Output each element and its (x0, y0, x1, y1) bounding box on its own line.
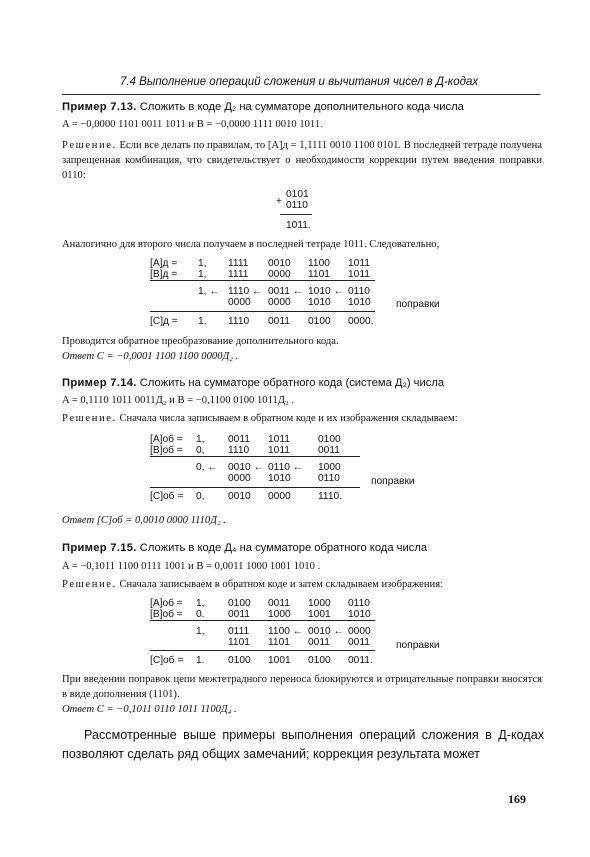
table-cell: 0011 (228, 609, 250, 620)
example-text: Сложить в коде Д₂ на сумматоре дополнительного кода числа (139, 101, 464, 113)
example-7-13-answer: Ответ C = −0,0001 1100 1100 0000Д₂ . (62, 351, 239, 362)
table-cell: 1101 (228, 637, 250, 648)
example-7-13-note: Проводится обратное преобразование дополнительного кода. (62, 336, 339, 347)
table-row-label: [A]об = (150, 434, 183, 445)
table-cell: 1100 ← (268, 626, 303, 637)
table-cell: 1111 (228, 258, 249, 269)
table-cell: 0010 ← (308, 626, 344, 637)
table-cell: 0100 (228, 598, 251, 609)
example-title: Пример 7.15. (62, 542, 137, 554)
table-cell: 1010 (348, 609, 371, 620)
example-7-15-statement (62, 541, 542, 556)
table-cell: 1, (196, 626, 205, 637)
table-cell: 1110. (318, 491, 342, 502)
table-row-label: [A]д = (150, 258, 178, 269)
table-rule (150, 280, 375, 281)
table-cell: 1, (196, 598, 205, 609)
table-cell: 0011. (348, 655, 373, 666)
table-cell: 0110 (318, 473, 340, 484)
table-cell: 1, (196, 434, 205, 445)
corrections-label: поправки (396, 640, 440, 651)
example-7-13-statement (62, 100, 542, 115)
closing-paragraph: Рассмотренные выше примеры выполнения операций сложения в Д-кодах позволяют сделать ряд общих замечаний; коррекция результата может (62, 728, 544, 761)
table-cell: 1000 (268, 609, 291, 620)
table-row-label: [B]об = (150, 445, 183, 456)
table-row-label: [C]об = (150, 491, 184, 502)
example-7-14-answer: Ответ [C]об = 0,0010 0000 1110Д₂ . (62, 515, 226, 526)
table-cell: 0110 ← (268, 462, 303, 473)
table-cell: 1010 (308, 297, 331, 308)
table-cell: 0010 (268, 258, 291, 269)
table-cell: 1100 (308, 258, 330, 269)
table-rule (150, 456, 360, 457)
table-cell: 0, (196, 491, 205, 502)
table-cell: 0011 (228, 434, 250, 445)
table-cell: 1011 (348, 269, 370, 280)
table-cell: 0111 (228, 626, 250, 637)
table-cell: 1110 (228, 316, 250, 327)
table-cell: 0. (196, 609, 205, 620)
table-cell: 0000 (268, 491, 291, 502)
table-cell: 1101 (308, 269, 330, 280)
table-cell: 1101 (268, 637, 290, 648)
solution-text: Сначала записываем в обратном коде и затем складываем изображения: (119, 579, 444, 590)
table-cell: 1. (198, 316, 207, 327)
table-cell: 0000 (228, 297, 251, 308)
solution-label: Решение. (62, 579, 117, 590)
table-cell: 0100 (308, 316, 331, 327)
example-7-15-answer: Ответ C = −0,1011 0110 1011 1100Д₄ . (62, 704, 237, 715)
table-cell: 1010 ← (308, 286, 344, 297)
example-7-13-solution (62, 138, 542, 183)
table-cell: 0000 (228, 473, 251, 484)
table-cell: 0100 (308, 655, 331, 666)
table-cell: 0011 (268, 316, 290, 327)
table-cell: 0000 (268, 297, 291, 308)
table-cell: 0000. (348, 316, 374, 327)
example-text: Сложить на сумматоре обратного кода (система Д₂) числа (139, 377, 445, 389)
table-row-label: [B]д = (150, 269, 178, 280)
running-header: 7.4 Выполнение операций сложения и вычитания чисел в Д-кодах (120, 76, 479, 88)
page-number: 169 (508, 792, 526, 806)
table-cell: 1110 ← (228, 286, 263, 297)
table-rule (150, 650, 375, 651)
table-row-label: [C]об = (150, 655, 184, 666)
table-cell: 0011 (348, 637, 370, 648)
small-calc-rule (280, 214, 312, 215)
table-cell: 0010 ← (228, 462, 264, 473)
solution-text: Если все делать по правилам, то [A]д = 1,1111 0010 1100 0101. В последней тетраде получена запрещенная комбинация, что свидетельствует о необходимости коррекции путем введения поправки 0110: (62, 140, 543, 181)
table-cell: 1010 (268, 473, 291, 484)
table-cell: 0011 (268, 598, 290, 609)
example-text: Сложить в коде Д₄ на сумматоре обратного кода числа (139, 542, 428, 554)
solution-label: Решение. (62, 413, 117, 424)
table-cell: 0000 (348, 626, 371, 637)
solution-text: Сначала числа записываем в обратном коде и их изображения складываем: (119, 413, 458, 424)
small-calc-plus: + (276, 196, 282, 207)
table-cell: 0100 (228, 655, 251, 666)
table-rule (150, 311, 375, 312)
table-cell: 0, ← (196, 462, 218, 473)
table-cell: 0011 (308, 637, 330, 648)
example-7-14-statement (62, 376, 542, 391)
example-7-14-numbers: A = 0,1110 1011 0011Д₂ и B = −0,1100 0100 1011Д₂ . (62, 395, 295, 406)
table-cell: 1111 (228, 269, 249, 280)
small-calc-top: 0101 (286, 189, 309, 200)
table-cell: 0011 (318, 445, 340, 456)
example-7-15-note: При введении поправок цепи межтетрадного переноса блокируются и отрицательные поправки вносятся в виде дополнения (1101). (62, 674, 542, 700)
table-cell: 1, (198, 269, 207, 280)
table-rule (150, 487, 360, 488)
table-cell: 1, ← (198, 286, 220, 297)
small-calc-mid: 0110 (286, 200, 308, 211)
solution-label: Решение. (62, 140, 117, 151)
table-cell: 0, (196, 445, 205, 456)
table-cell: 0100 (318, 434, 341, 445)
table-cell: 1110 (228, 445, 250, 456)
table-cell: 1, (198, 258, 207, 269)
table-cell: 1010 (348, 297, 371, 308)
table-rule (150, 620, 375, 621)
table-cell: 1001 (268, 655, 291, 666)
table-cell: 1001 (308, 609, 331, 620)
table-cell: 0110 (348, 286, 370, 297)
example-7-15-solution (62, 577, 542, 592)
table-cell: 0010 (228, 491, 251, 502)
table-cell: 1011 (268, 445, 290, 456)
example-7-15-numbers: A = −0,1011 1100 0111 1001 и B = 0,0011 1000 1001 1010 . (62, 561, 321, 572)
table-cell: 1000 (318, 462, 341, 473)
example-title: Пример 7.14. (62, 377, 137, 389)
table-row-label: [C]д = (150, 316, 178, 327)
example-title: Пример 7.13. (62, 101, 137, 113)
table-cell: 1000 (308, 598, 331, 609)
table-row-label: [A]об = (150, 598, 183, 609)
table-cell: 0110 (348, 598, 370, 609)
header-rule (62, 94, 540, 95)
table-cell: 1011 (268, 434, 290, 445)
corrections-label: поправки (371, 476, 415, 487)
example-7-13-numbers: A = −0,0000 1101 0011 1011 и B = −0,0000 1111 0010 1011. (62, 119, 323, 130)
example-7-13-after: Аналогично для второго числа получаем в последней тетраде 1011. Следовательно, (62, 239, 440, 250)
table-cell: 0011 ← (268, 286, 303, 297)
example-7-14-solution (62, 411, 542, 426)
table-row-label: [B]об = (150, 609, 183, 620)
small-calc-result: 1011. (286, 220, 311, 231)
corrections-label: поправки (396, 299, 440, 310)
table-cell: 1. (196, 655, 205, 666)
table-cell: 0000 (268, 269, 291, 280)
table-cell: 1011 (348, 258, 370, 269)
